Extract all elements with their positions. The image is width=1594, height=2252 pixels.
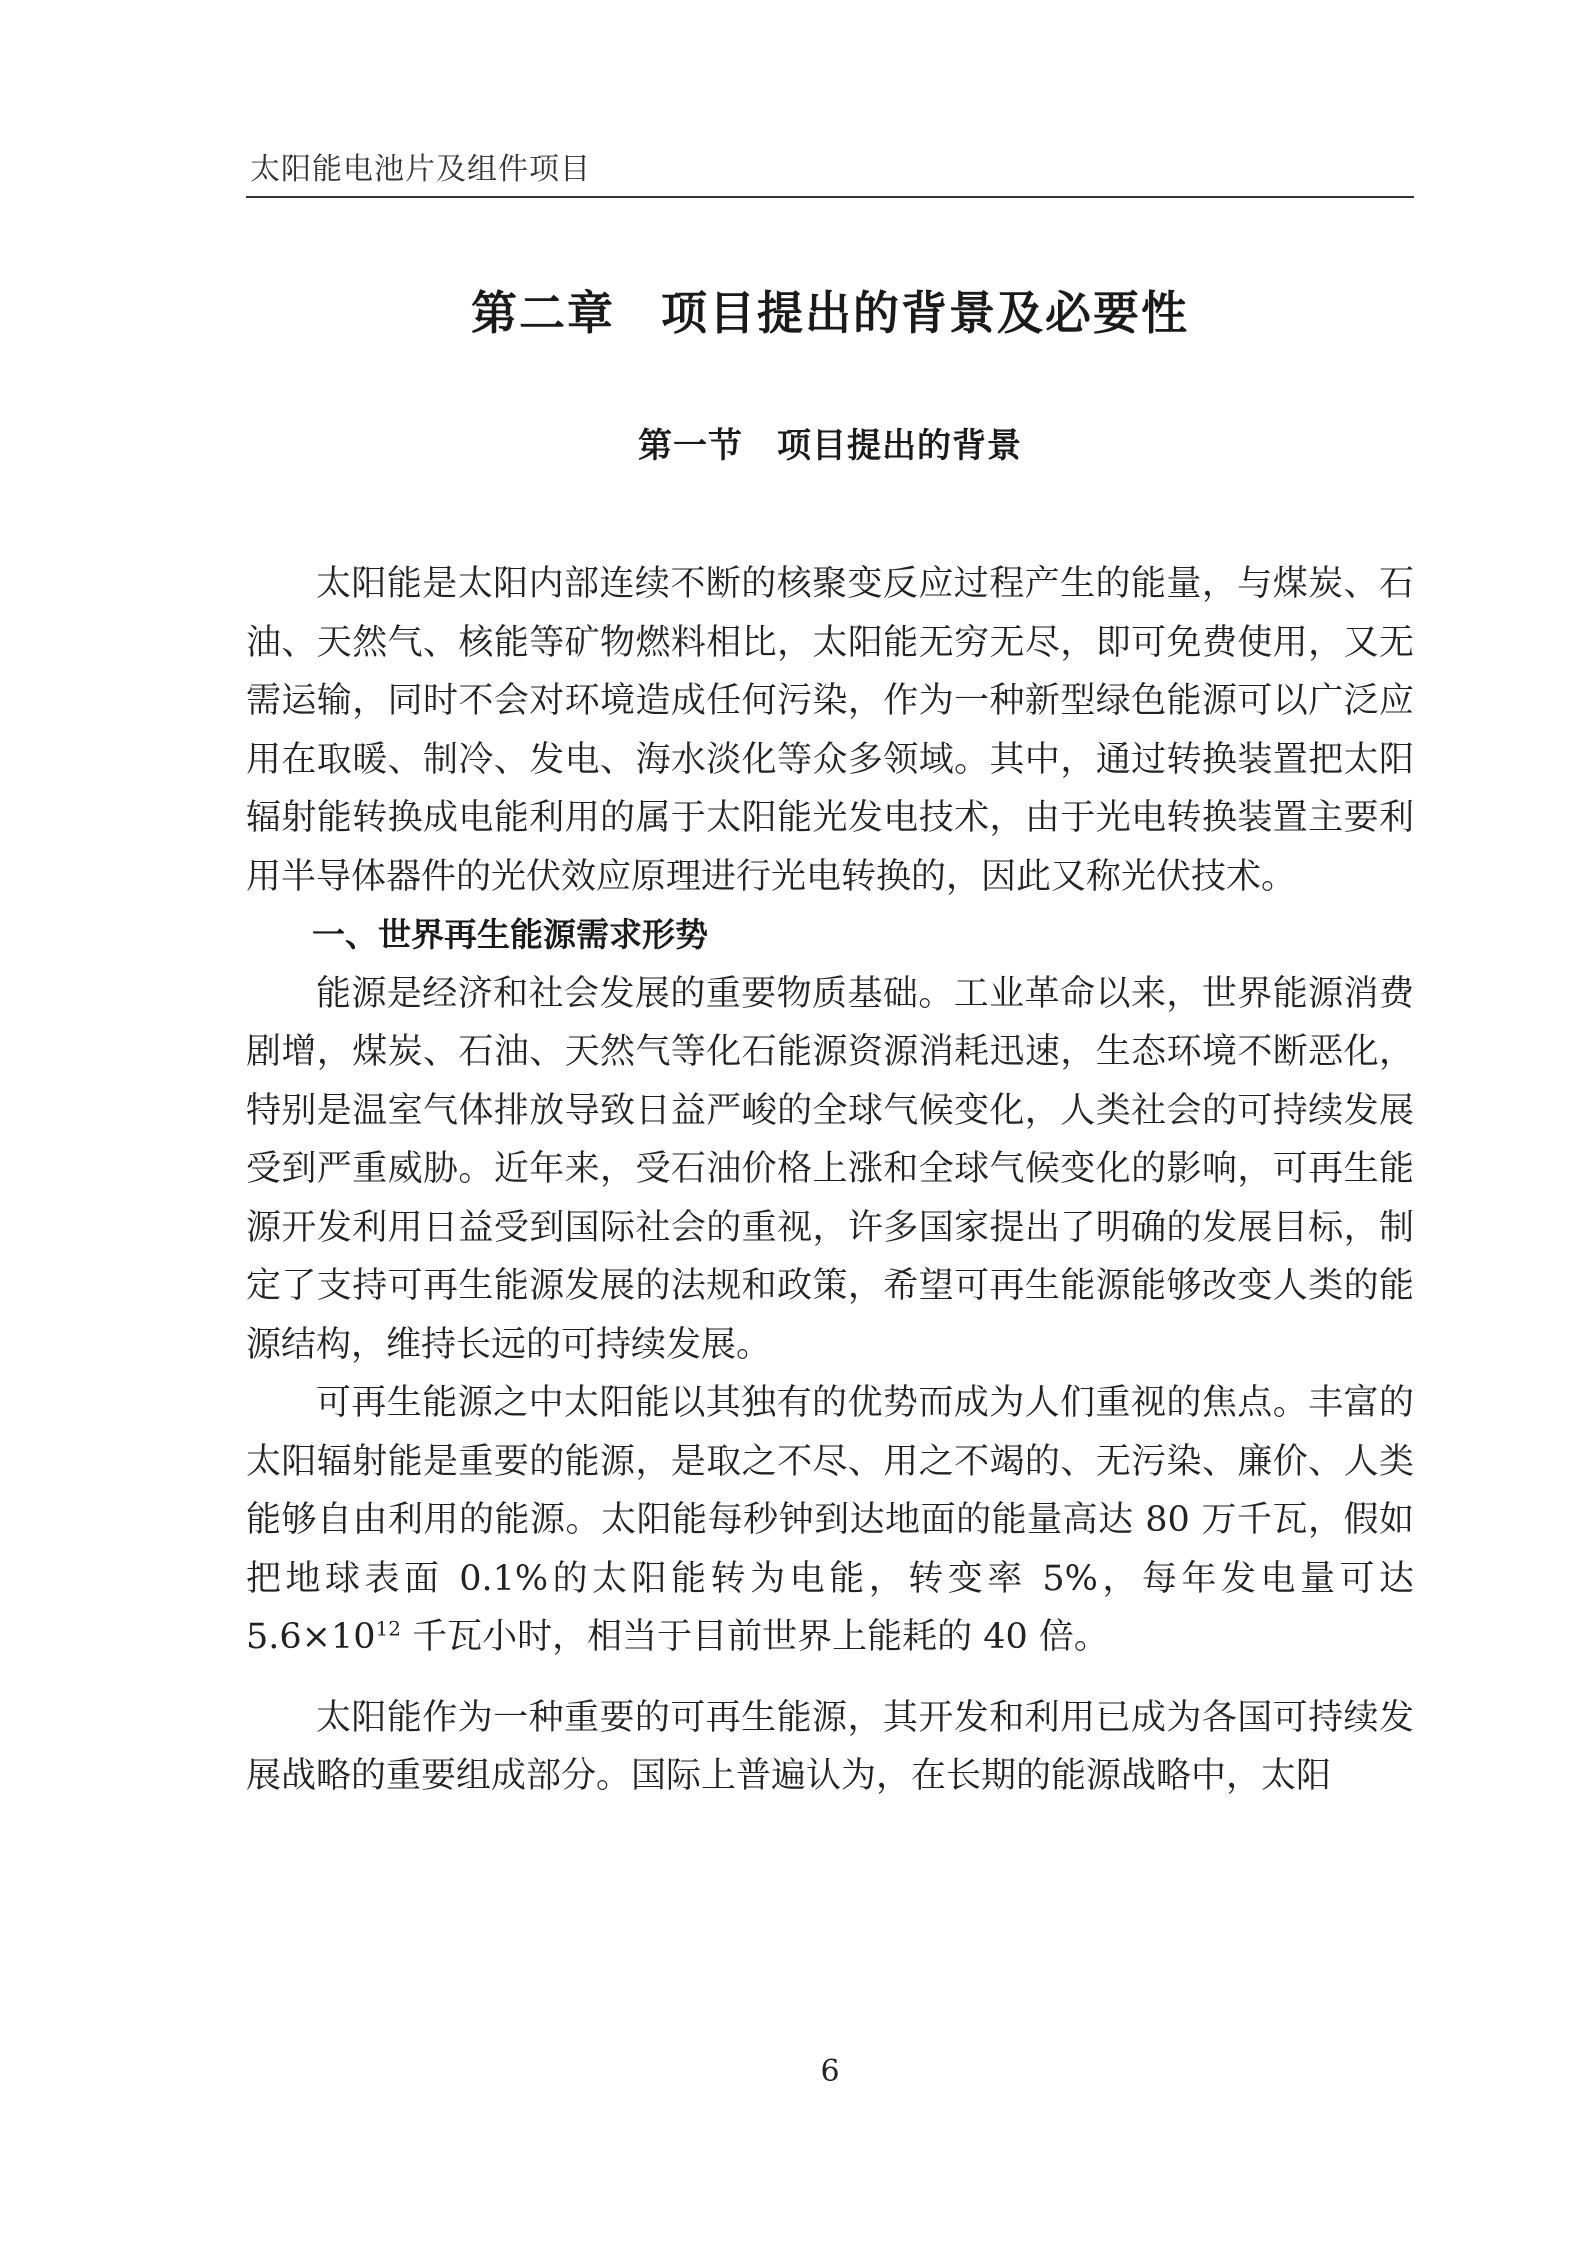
paragraph-solar-focus <box>246 1374 1414 1667</box>
paragraph-solar-energy-intro: 太阳能是太阳内部连续不断的核聚变反应过程产生的能量，与煤炭、石油、天然气、核能等矿物燃料相比，太阳能无穷无尽，即可免费使用，又无需运输，同时不会对环境造成任何污染，作为一种新型绿色能源可以广泛应用在取暖、制冷、发电、海水淡化等众多领域。其中，通过转换装置把太阳辐射能转换成电能利用的属于太阳能光发电技术，由于光电转换装置主要利用半导体器件的光伏效应原理进行光电转换的，因此又称光伏技术。 <box>246 564 1414 897</box>
paragraph-energy-basis: 能源是经济和社会发展的重要物质基础。工业革命以来，世界能源消费剧增，煤炭、石油、天然气等化石能源资源消耗迅速，生态环境不断恶化，特别是温室气体排放导致日益严峻的全球气候变化，人类社会的可持续发展受到严重威胁。近年来，受石油价格上涨和全球气候变化的影响，可再生能源开发利用日益受到国际社会的重视，许多国家提出了明确的发展目标，制定了支持可再生能源发展的法规和政策，希望可再生能源能够改变人类的能源结构，维持长远的可持续发展。 <box>246 973 1414 1365</box>
chapter-number: 第二章 <box>471 286 615 340</box>
exponent-superscript: 12 <box>375 1616 401 1641</box>
running-header: 太阳能电池片及组件项目 <box>250 152 591 187</box>
chapter-title <box>246 283 1414 343</box>
chapter-heading-text: 项目提出的背景及必要性 <box>661 286 1189 340</box>
paragraph-solar-focus-tail: 千瓦小时，相当于目前世界上能耗的 40 倍。 <box>400 1617 1109 1657</box>
body-text <box>246 555 1414 1806</box>
section-heading-text: 项目提出的背景 <box>777 426 1022 466</box>
section-title <box>246 423 1414 469</box>
page-number: 6 <box>820 2054 840 2089</box>
paragraph-solar-focus-text: 可再生能源之中太阳能以其独有的优势而成为人们重视的焦点。丰富的太阳辐射能是重要的能源，是取之不尽、用之不竭的、无污染、廉价、人类能够自由利用的能源。太阳能每秒钟到达地面的能量高达 80 万千瓦，假如把地球表面 0.1%的太阳能转为电能，转变率 5%，每年发电量可达 5.6×10 <box>246 1383 1414 1657</box>
header-divider <box>246 196 1414 198</box>
subheading-world-renewable-demand: 一、世界再生能源需求形势 <box>312 915 708 954</box>
section-number: 第一节 <box>638 426 743 466</box>
paragraph-solar-strategy: 太阳能作为一种重要的可再生能源，其开发和利用已成为各国可持续发展战略的重要组成部分。国际上普遍认为，在长期的能源战略中，太阳 <box>246 1697 1414 1796</box>
